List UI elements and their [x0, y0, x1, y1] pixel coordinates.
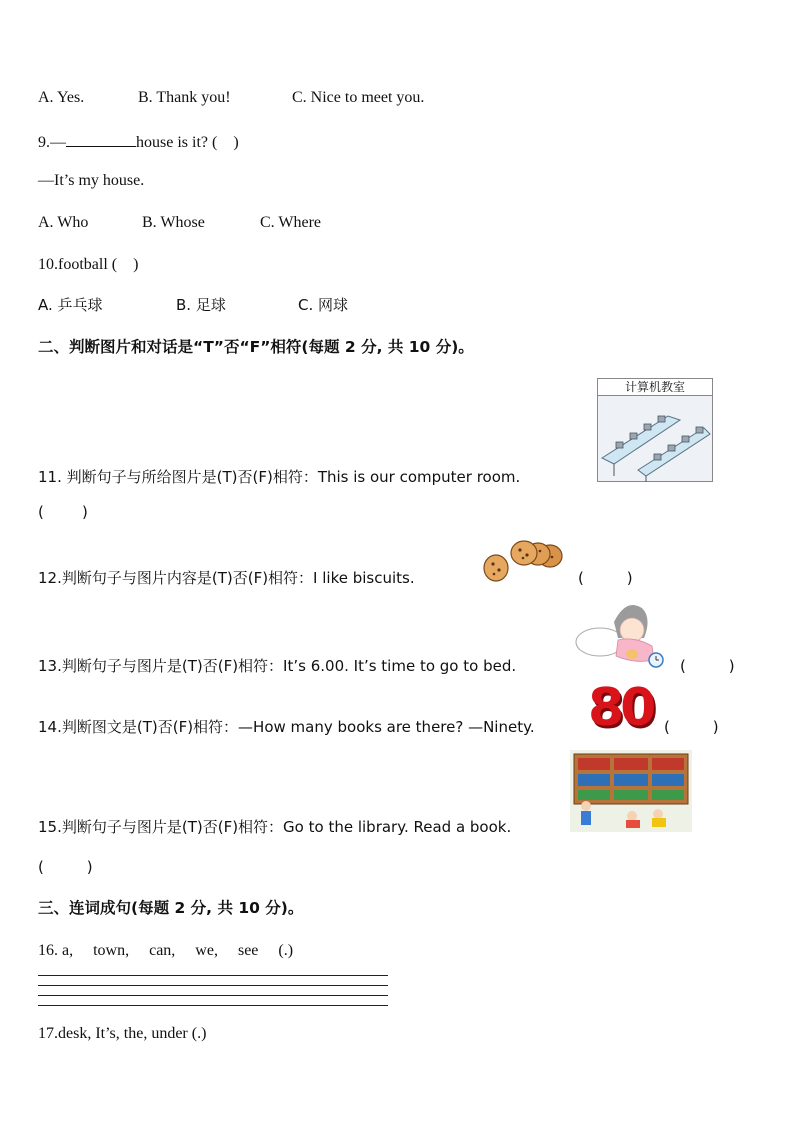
number-eighty-picture: 80	[588, 678, 653, 738]
q8-option-a: A. Yes.	[38, 89, 85, 106]
q12-question: 12.判断句子与图片内容是(T)否(F)相符：I like biscuits.	[38, 569, 415, 587]
answer-line[interactable]	[38, 995, 388, 996]
q11-question: 11. 判断句子与所给图片是(T)否(F)相符：This is our computer room.	[38, 468, 521, 486]
q8-option-c: C. Nice to meet you.	[292, 89, 425, 106]
q14-question: 14.判断图文是(T)否(F)相符：—How many books are there? —Ninety.	[38, 718, 535, 736]
q8-options	[38, 88, 424, 108]
answer-line[interactable]	[38, 975, 388, 976]
q10-option-b: B. 足球	[176, 296, 226, 314]
q12-answer-paren[interactable]: ( )	[578, 569, 633, 587]
answer-line[interactable]	[38, 1005, 388, 1006]
computer-desks-icon	[598, 396, 712, 482]
q11-answer-paren[interactable]: ( )	[38, 503, 88, 521]
q13-question: 13.判断句子与图片是(T)否(F)相符：It’s 6.00. It’s time to go to bed.	[38, 657, 517, 675]
q14-answer-paren[interactable]: ( )	[664, 718, 719, 736]
q15-answer-paren[interactable]: ( )	[38, 858, 93, 876]
q9-text: house is it? ( )	[136, 134, 239, 151]
q9-question	[38, 130, 239, 153]
q9-blank[interactable]	[66, 130, 136, 147]
section-2-title: 二、判断图片和对话是“T”否“F”相符(每题 2 分, 共 10 分)。	[38, 338, 474, 356]
q17-question: 17.desk, It’s, the, under (.)	[38, 1025, 207, 1042]
computer-room-picture	[597, 378, 713, 482]
q9-option-c: C. Where	[260, 214, 322, 231]
q10-options	[38, 295, 348, 315]
computer-room-sign: 计算机教室	[598, 379, 712, 396]
q9-options	[38, 213, 321, 233]
library-icon	[570, 750, 692, 832]
biscuits-icon	[482, 540, 566, 586]
q16-question: 16. a, town, can, we, see (.)	[38, 942, 294, 959]
q8-option-b: B. Thank you!	[138, 89, 231, 106]
q9-number: 9.—	[38, 134, 66, 151]
q9-option-b: B. Whose	[142, 214, 205, 231]
q10-question: 10.football ( )	[38, 256, 139, 273]
q10-option-a: A. 乒乓球	[38, 296, 103, 314]
section-3-title: 三、连词成句(每题 2 分, 共 10 分)。	[38, 899, 304, 917]
q10-option-c: C. 网球	[298, 296, 349, 314]
girl-sleeping-icon	[574, 598, 674, 670]
answer-line[interactable]	[38, 985, 388, 986]
q9-option-a: A. Who	[38, 214, 89, 231]
q9-answer: —It’s my house.	[38, 172, 145, 189]
q13-answer-paren[interactable]: ( )	[680, 657, 735, 675]
q15-question: 15.判断句子与图片是(T)否(F)相符：Go to the library. Read a book.	[38, 818, 512, 836]
